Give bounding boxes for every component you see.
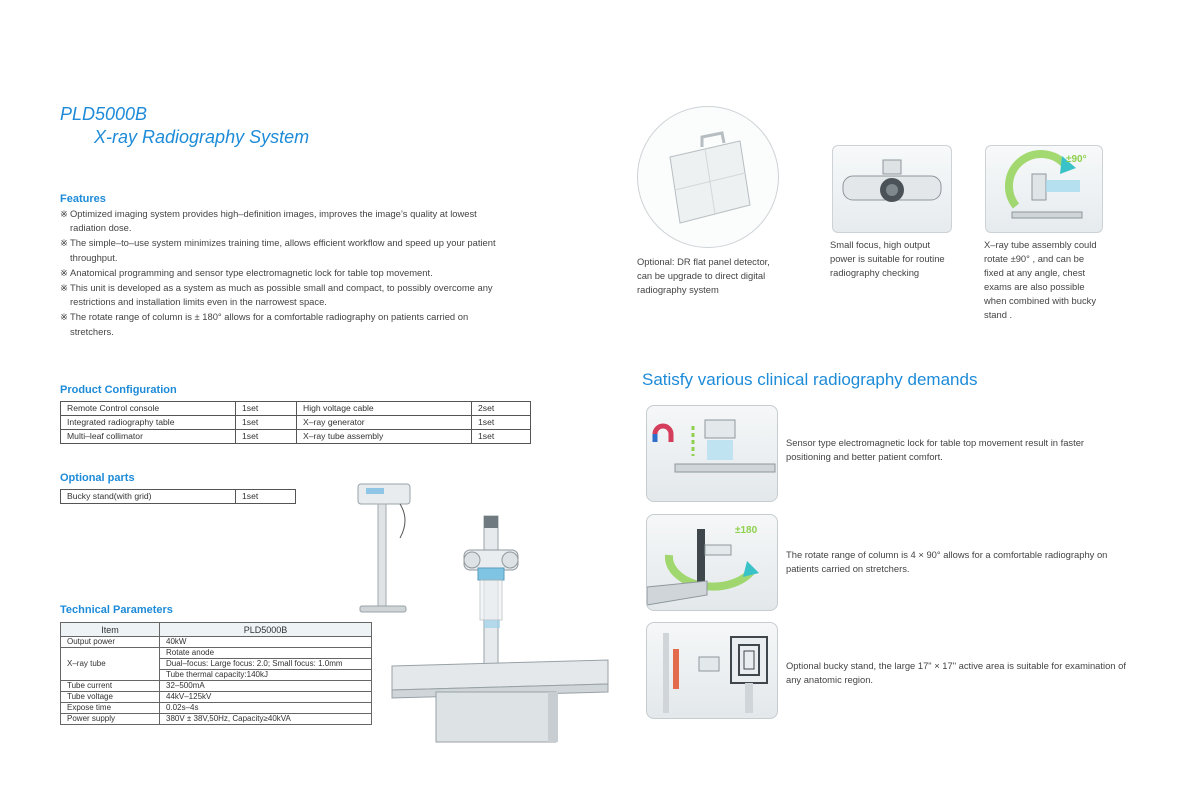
tech-params-table [60, 622, 372, 725]
bullet-icon: ※ [60, 311, 68, 323]
feature-item: ※ Anatomical programming and sensor type electromagnetic lock for table top movement. [60, 266, 500, 280]
features-list [60, 207, 500, 340]
demand-card-rotate [646, 514, 778, 611]
feature-item: ※ The rotate range of column is ± 180° allows for a comfortable radiography on patients carried on stretchers. [60, 311, 469, 337]
table-row: Multi–leaf collimator 1set X–ray tube assembly 1set [61, 430, 531, 444]
demand-text-lock: Sensor type electromagnetic lock for table top movement result in faster positioning and better patient comfort. [786, 437, 1085, 462]
demand-text-rotate: The rotate range of column is 4 × 90° allows for a comfortable radiography on patients carried on stretchers. [786, 549, 1108, 574]
bullet-icon: ※ [60, 237, 68, 249]
product-subtitle: X-ray Radiography System [94, 127, 310, 147]
detector-image-circle [637, 106, 779, 248]
xray-tube-image [833, 146, 951, 232]
table-row: Tube current 32–500mA [61, 681, 372, 692]
rotation-badge: ±90° [1066, 154, 1087, 165]
demands-heading: Satisfy various clinical radiography demands [642, 370, 978, 389]
table-row: Tube voltage 44kV–125kV [61, 692, 372, 703]
table-row: Power supply 380V ± 38V,50Hz, Capacity≥40kVA [61, 714, 372, 725]
table-row: Bucky stand(with grid) 1set [61, 490, 296, 504]
rotate-badge: ±180 [735, 525, 758, 536]
focus-caption: Small focus, high output power is suitable for routine radiography checking [830, 239, 945, 278]
product-config-heading: Product Configuration [60, 384, 177, 396]
feature-item: ※ This unit is developed as a system as much as possible small and compact, to possibly overcome any restrictions and installation limits even in the narrowest space. [60, 282, 493, 308]
demand-text-bucky: Optional bucky stand, the large 17" × 17" active area is suitable for examination of any anatomic region. [786, 660, 1126, 685]
table-row: Remote Control console 1set High voltage cable 2set [61, 402, 531, 416]
bucky-illustration [647, 623, 777, 718]
table-row: Integrated radiography table 1set X–ray generator 1set [61, 416, 531, 430]
features-heading: Features [60, 193, 106, 205]
demand-card-bucky [646, 622, 778, 719]
table-row: Dual–focus: Large focus: 2.0; Small focus: 1.0mm [61, 659, 372, 670]
xray-machine-image [352, 480, 612, 750]
rotate-illustration [647, 515, 777, 610]
bullet-icon: ※ [60, 208, 68, 219]
tech-params-heading: Technical Parameters [60, 604, 173, 616]
flat-panel-detector-image [638, 107, 778, 247]
table-row: Tube thermal capacity:140kJ [61, 670, 372, 681]
table-row: Expose time 0.02s–4s [61, 703, 372, 714]
console-stand-image [358, 484, 410, 612]
feature-item: ※ Optimized imaging system provides high–definition images, improves the image’s quality at lowest radiation dose. [60, 208, 477, 234]
tube-caption: X–ray tube assembly could rotate ±90° , and can be fixed at any angle, chest exams are also possible when combined with bucky stand . [984, 239, 1097, 320]
small-focus-image [832, 145, 952, 233]
feature-item: ※ The simple–to–use system minimizes training time, allows efficient workflow and speed up your patient throughput. [60, 237, 496, 263]
lock-illustration [647, 406, 777, 501]
detector-caption: Optional: DR flat panel detector, can be upgrade to direct digital radiography system [637, 256, 770, 295]
table-row: Output power 40kW [61, 637, 372, 648]
product-model: PLD5000B [60, 104, 148, 124]
demand-card-lock [646, 405, 778, 502]
product-config-table [60, 401, 531, 444]
tube-rotation-image [985, 145, 1103, 233]
bullet-icon: ※ [60, 266, 68, 278]
bullet-icon: ※ [60, 282, 68, 294]
optional-parts-table [60, 489, 296, 504]
table-row: X–ray tube Rotate anode [61, 648, 372, 659]
optional-parts-heading: Optional parts [60, 472, 135, 484]
table-header-row: Item PLD5000B [61, 623, 372, 637]
